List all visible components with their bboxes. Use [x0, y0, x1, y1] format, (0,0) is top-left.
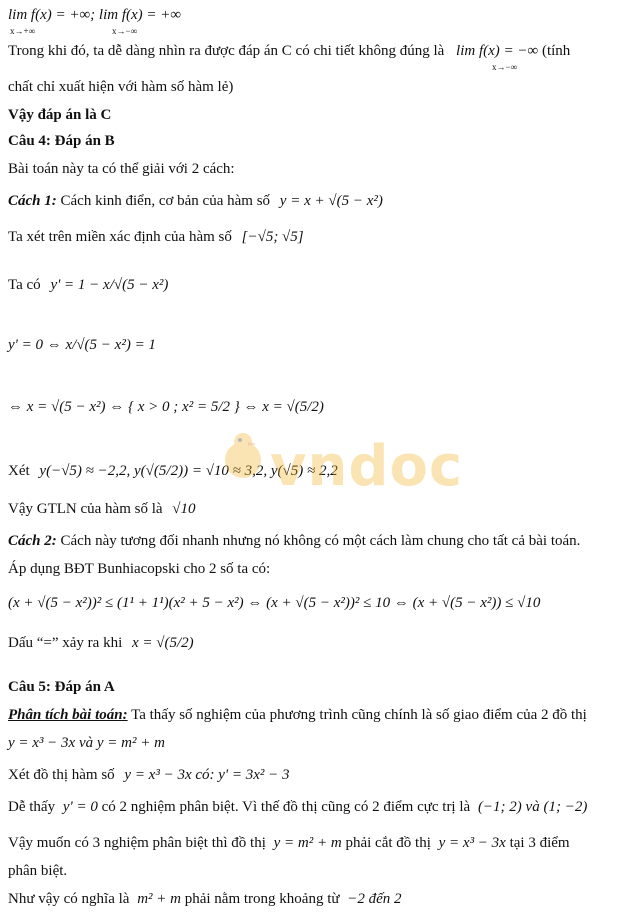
question-4-heading: Câu 4: Đáp án B: [8, 133, 115, 149]
limit-subscript-minus: x→−∞: [112, 26, 137, 36]
method-2-text: Cách này tương đối nhanh nhưng nó không có một cách làm chung cho tất cả bài toán.: [60, 533, 581, 549]
answer-c-limit: lim f(x) = −∞: [456, 43, 539, 59]
evaluate-text: Xét: [8, 463, 30, 479]
solve-system-line: ⇔ x = √(5 − x²) ⇔ { x > 0 ; x² = 5/2 } ⇔ x = √(5/2): [8, 399, 324, 415]
watermark-text: vndoc: [270, 434, 464, 499]
method-1-text: Cách kinh điển, cơ bản của hàm số: [60, 193, 271, 209]
graph-derivative-line: [8, 766, 290, 784]
derivative-zero-line: y' = 0 ⇔ x/√(5 − x²) = 1: [8, 337, 156, 353]
extrema-text-2: có 2 nghiệm phân biệt. Vì thế đồ thị cũng có 2 điểm cực trị là: [101, 799, 471, 815]
method-1-label: Cách 1:: [8, 193, 57, 209]
answer-c-limit-subscript: x→−∞: [492, 62, 517, 72]
answer-c-tail: (tính: [541, 43, 571, 59]
method-1-function: y = x + √(5 − x²): [279, 193, 383, 209]
question-5-heading: Câu 5: Đáp án A: [8, 679, 115, 695]
two-graphs-line: y = x³ − 3x và y = m² + m: [8, 735, 165, 751]
intersection-line: [8, 834, 570, 852]
max-value-line: [8, 500, 196, 518]
range-conclusion-math-2: −2 đến 2: [347, 891, 402, 907]
method-2-label: Cách 2:: [8, 533, 57, 549]
equality-condition-line: [8, 634, 194, 652]
limits-expression: lim f(x) = +∞; lim f(x) = +∞: [8, 7, 182, 23]
extrema-text: Dễ thấy: [8, 799, 56, 815]
domain-math: [−√5; √5]: [241, 229, 304, 245]
intersection-math-1: y = m² + m: [273, 835, 342, 851]
graph-derivative-math: y = x³ − 3x có: y' = 3x² − 3: [124, 767, 290, 783]
derivative-line: [8, 276, 168, 294]
extrema-math-1: y' = 0: [62, 799, 98, 815]
paragraph-continuation: chất chỉ xuất hiện với hàm số hàm lẻ): [8, 79, 234, 95]
domain-text: Ta xét trên miền xác định của hàm số: [8, 229, 232, 245]
derivative-math: y' = 1 − x/√(5 − x²): [50, 277, 169, 293]
range-conclusion-text-2: phải nằm trong khoảng từ: [184, 891, 340, 907]
intersection-text: Vậy muốn có 3 nghiệm phân biệt thì đồ thị: [8, 835, 266, 851]
intersection-math-2: y = x³ − 3x: [438, 835, 506, 851]
extrema-points: (−1; 2) và (1; −2): [477, 799, 588, 815]
bunhiacopski-intro: Áp dụng BĐT Bunhiacopski cho 2 số ta có:: [8, 561, 271, 577]
answer-c-text: Trong khi đó, ta dễ dàng nhìn ra được đáp án C có chi tiết không đúng là: [8, 43, 445, 59]
method-2-line: [8, 532, 580, 550]
max-value-math: √10: [172, 501, 196, 517]
evaluate-math: y(−√5) ≈ −2,2, y(√(5/2)) = √10 ≈ 3,2, y(√5) ≈ 2,2: [39, 463, 338, 479]
domain-line: [8, 228, 304, 246]
chick-logo-icon: [218, 428, 268, 488]
paragraph-answer-c: [8, 42, 570, 60]
intersection-text-3: tại 3 điểm: [509, 835, 570, 851]
max-value-text: Vậy GTLN của hàm số là: [8, 501, 163, 517]
range-conclusion-text: Như vậy có nghĩa là: [8, 891, 130, 907]
bunhiacopski-inequality: (x + √(5 − x²))² ≤ (1¹ + 1¹)(x² + 5 − x²) ⇔ (x + √(5 − x²))² ≤ 10 ⇔ (x + √(5 − x²)) ≤ √10: [8, 595, 541, 611]
method-1-line: [8, 192, 383, 210]
distinct-points-line: phân biệt.: [8, 863, 68, 879]
graph-derivative-text: Xét đồ thị hàm số: [8, 767, 115, 783]
conclusion-c: Vậy đáp án là C: [8, 107, 112, 123]
analysis-label: Phân tích bài toán:: [8, 707, 128, 723]
equality-condition-math: x = √(5/2): [132, 635, 194, 651]
range-conclusion-math: m² + m: [137, 891, 181, 907]
analysis-text: Ta thấy số nghiệm của phương trình cũng chính là số giao điểm của 2 đồ thị: [131, 707, 587, 723]
extrema-line: [8, 798, 587, 816]
intersection-text-2: phải cắt đồ thị: [345, 835, 431, 851]
vndoc-watermark: [218, 428, 464, 508]
derivative-text: Ta có: [8, 277, 41, 293]
range-conclusion-line: [8, 890, 402, 908]
limit-subscript-plus: x→+∞: [10, 26, 35, 36]
equality-condition-text: Dấu “=” xảy ra khi: [8, 635, 123, 651]
two-methods-intro: Bài toán này ta có thể giải với 2 cách:: [8, 161, 235, 177]
analysis-line: [8, 706, 587, 724]
